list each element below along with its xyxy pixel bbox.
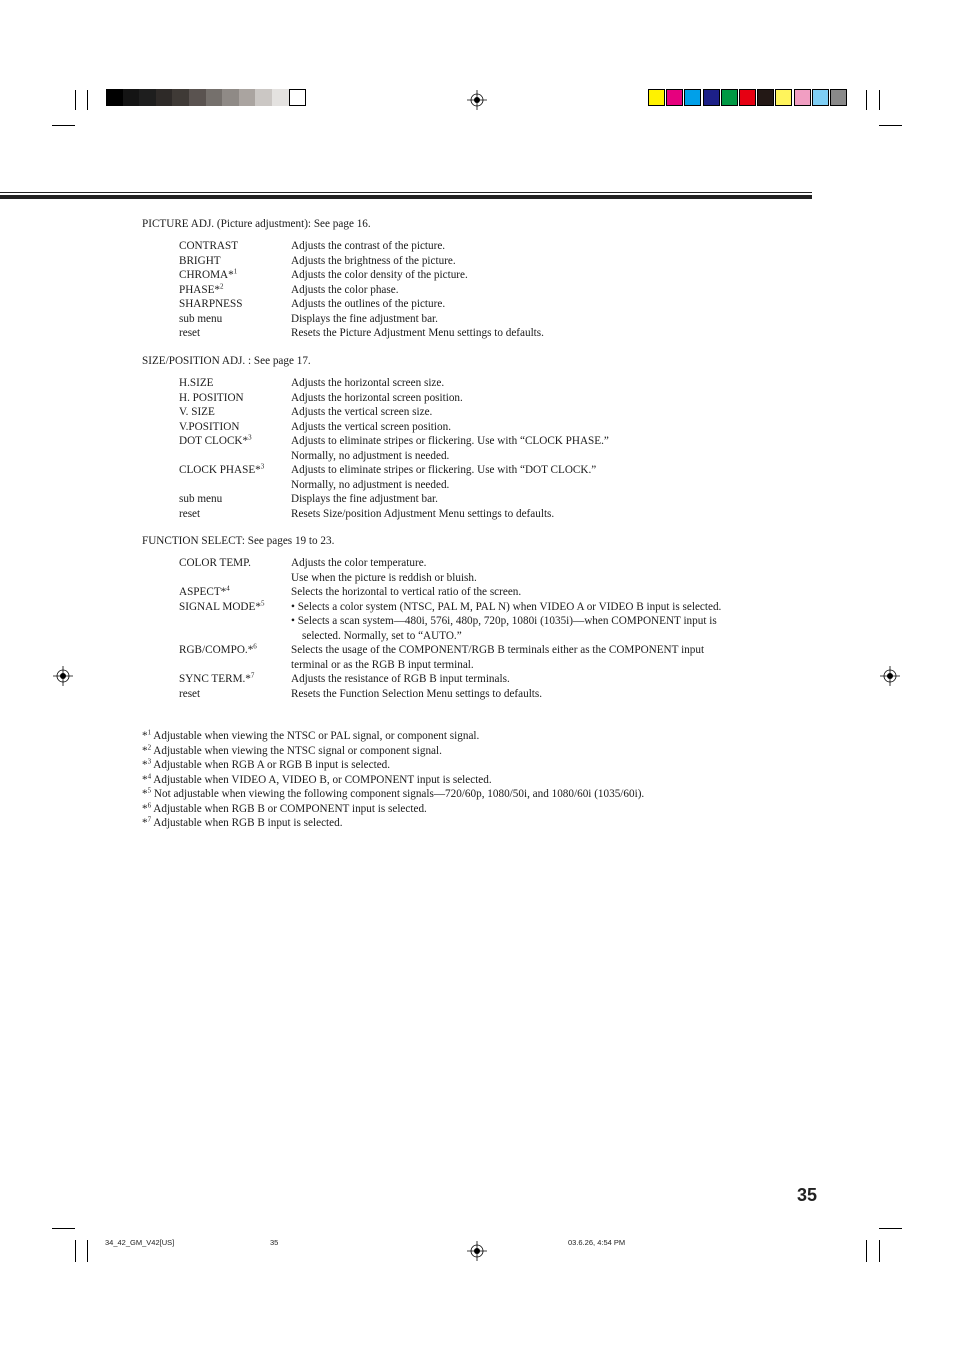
footnote: *$^7$ Adjustable when RGB B input is selected. <box>142 815 343 829</box>
header-rule <box>0 192 812 193</box>
crop-mark <box>866 1240 867 1262</box>
header-rule <box>0 195 812 199</box>
color-swatch <box>739 89 756 106</box>
gray-swatch <box>222 89 239 106</box>
menu-item-term: CONTRAST <box>179 240 239 252</box>
footnote: *$^6$ Adjustable when RGB B or COMPONENT input is selected. <box>142 800 427 815</box>
crop-mark <box>87 1240 88 1262</box>
gray-swatch <box>289 89 306 106</box>
gray-swatch <box>272 89 289 106</box>
footnote-ref: 5 <box>260 598 265 607</box>
footnote-mark: 7 <box>147 815 152 824</box>
gray-swatch <box>189 89 206 106</box>
menu-item-term: RGB/COMPO.*$^6$ <box>179 642 257 656</box>
color-swatch <box>703 89 720 106</box>
menu-item-term: reset <box>179 507 201 520</box>
menu-item-description: Use when the picture is reddish or bluish. <box>291 571 477 584</box>
gray-swatch <box>123 89 140 106</box>
registration-mark-icon <box>880 666 900 686</box>
menu-item-term: CLOCK PHASE*$^3$ <box>179 462 265 476</box>
crop-mark <box>879 125 902 126</box>
page-number: 35 <box>797 1185 818 1205</box>
gray-swatch <box>106 89 123 106</box>
footnote-ref: 3 <box>260 462 265 471</box>
gray-swatch <box>172 89 189 106</box>
gray-swatch <box>206 89 223 106</box>
menu-item-description: Adjusts the outlines of the picture. <box>291 298 446 310</box>
menu-item-term: PHASE*$^2$ <box>179 281 224 296</box>
color-swatch <box>666 89 683 106</box>
menu-item-description: Adjusts the brightness of the picture. <box>291 254 456 267</box>
color-swatch <box>775 89 792 106</box>
footnote-mark: 5 <box>147 786 152 795</box>
footnote: *$^1$ Adjustable when viewing the NTSC or PAL signal, or component signal. <box>142 728 480 742</box>
menu-item-term: V. SIZE <box>179 406 215 418</box>
menu-item-term: sub menu <box>179 312 223 325</box>
color-swatch <box>812 89 829 106</box>
menu-item-term: sub menu <box>179 493 223 505</box>
gray-swatch <box>139 89 156 106</box>
menu-item-description: Displays the fine adjustment bar. <box>291 312 438 325</box>
menu-item-description: • Selects a scan system—480i, 576i, 480p, 720p, 1080i (1035i)—when COMPONENT input is <box>291 615 717 627</box>
crop-mark <box>879 90 880 110</box>
menu-item-term: SYNC TERM.*$^7$ <box>179 671 255 685</box>
menu-item-description: Adjusts the color density of the picture. <box>291 269 468 281</box>
menu-item-term: V.POSITION <box>179 420 240 433</box>
menu-item-description: Displays the fine adjustment bar. <box>291 493 438 505</box>
footnote: *$^2$ Adjustable when viewing the NTSC signal or component signal. <box>142 742 442 757</box>
footnote-ref: 6 <box>253 642 257 651</box>
footnote-ref: 3 <box>248 433 252 442</box>
menu-item-term: H.SIZE <box>179 377 214 389</box>
menu-item-term: ASPECT*$^4$ <box>179 584 230 598</box>
footnote-mark: 3 <box>147 757 152 766</box>
menu-item-description: Selects the horizontal to vertical ratio of the screen. <box>291 586 522 598</box>
menu-item-term: H. POSITION <box>179 391 244 404</box>
crop-mark <box>75 1240 76 1262</box>
footnote: *$^3$ Adjustable when RGB A or RGB B input is selected. <box>142 757 391 771</box>
menu-item-description: Selects the usage of the COMPONENT/RGB B terminals either as the COMPONENT input <box>291 644 705 656</box>
menu-item-description: Resets the Function Selection Menu settings to defaults. <box>291 687 543 700</box>
gray-swatch <box>156 89 173 106</box>
footnote-mark: 4 <box>147 771 152 780</box>
menu-item-description: Adjusts the vertical screen position. <box>291 420 452 433</box>
registration-mark-icon <box>467 90 487 110</box>
footnote-ref: 1 <box>233 267 238 276</box>
crop-mark <box>879 1228 902 1229</box>
section-heading: SIZE/POSITION ADJ. : See page 17. <box>142 355 311 367</box>
menu-item-description: Normally, no adjustment is needed. <box>291 478 450 491</box>
menu-item-description: Adjusts to eliminate stripes or flickering. Use with “CLOCK PHASE.” <box>291 435 609 447</box>
color-swatch <box>721 89 738 106</box>
crop-mark <box>87 90 88 110</box>
footnote-ref: 7 <box>250 671 255 680</box>
footnote-mark: 6 <box>147 800 152 809</box>
color-swatch <box>794 89 811 106</box>
menu-item-description: terminal or as the RGB B input terminal. <box>291 658 474 671</box>
menu-item-description: • Selects a color system (NTSC, PAL M, PAL N) when VIDEO A or VIDEO B input is selected. <box>291 600 722 613</box>
menu-item-description: Adjusts the color phase. <box>291 283 399 296</box>
section-heading: FUNCTION SELECT: See pages 19 to 23. <box>142 535 335 547</box>
menu-item-term: reset <box>179 687 201 700</box>
color-swatch <box>830 89 847 106</box>
menu-item-term: SIGNAL MODE*$^5$ <box>179 598 265 613</box>
crop-mark <box>879 1240 880 1262</box>
color-swatch <box>648 89 665 106</box>
menu-item-description: Resets Size/position Adjustment Menu settings to defaults. <box>291 507 555 520</box>
menu-item-term: BRIGHT <box>179 254 221 267</box>
menu-item-term: reset <box>179 327 201 339</box>
menu-item-description: Adjusts the contrast of the picture. <box>291 240 446 252</box>
section-heading: PICTURE ADJ. (Picture adjustment): See page 16. <box>142 218 371 230</box>
menu-item-term: CHROMA*$^1$ <box>179 267 238 281</box>
crop-mark <box>52 125 75 126</box>
color-swatch <box>684 89 701 106</box>
footnote-mark: 1 <box>147 728 152 737</box>
menu-item-term: SHARPNESS <box>179 298 243 310</box>
crop-mark <box>866 90 867 110</box>
menu-item-description: Resets the Picture Adjustment Menu settings to defaults. <box>291 327 544 339</box>
footnote-mark: 2 <box>147 742 152 751</box>
gray-swatch <box>255 89 272 106</box>
color-swatch <box>757 89 774 106</box>
menu-item-term: COLOR TEMP. <box>179 557 251 569</box>
menu-item-description: Adjusts to eliminate stripes or flickering. Use with “DOT CLOCK.” <box>291 464 597 476</box>
footer-page: 35 <box>270 1238 279 1247</box>
crop-mark <box>52 1228 75 1229</box>
menu-item-description: Adjusts the resistance of RGB B input terminals. <box>291 673 510 685</box>
menu-item-description: Adjusts the horizontal screen position. <box>291 391 463 404</box>
menu-item-description: Adjusts the horizontal screen size. <box>291 377 445 389</box>
crop-mark <box>75 90 76 110</box>
menu-item-description: Adjusts the vertical screen size. <box>291 406 433 418</box>
footer-filename: 34_42_GM_V42[US] <box>105 1238 175 1247</box>
footnote-ref: 2 <box>220 281 224 290</box>
footnote: *$^5$ Not adjustable when viewing the following component signals—720/60p, 1080/50i, and 1080/60i (1035/60i). <box>142 786 645 800</box>
footnote: *$^4$ Adjustable when VIDEO A, VIDEO B, or COMPONENT input is selected. <box>142 771 492 786</box>
menu-item-term: DOT CLOCK*$^3$ <box>179 433 252 447</box>
menu-item-description: Normally, no adjustment is needed. <box>291 449 450 462</box>
footer-timestamp: 03.6.26, 4:54 PM <box>568 1238 626 1247</box>
footnote-ref: 4 <box>226 584 230 593</box>
registration-mark-icon <box>53 666 73 686</box>
menu-item-description: Adjusts the color temperature. <box>291 557 427 569</box>
registration-mark-icon <box>467 1241 487 1261</box>
menu-item-description: selected. Normally, set to “AUTO.” <box>302 629 462 642</box>
gray-swatch <box>239 89 256 106</box>
